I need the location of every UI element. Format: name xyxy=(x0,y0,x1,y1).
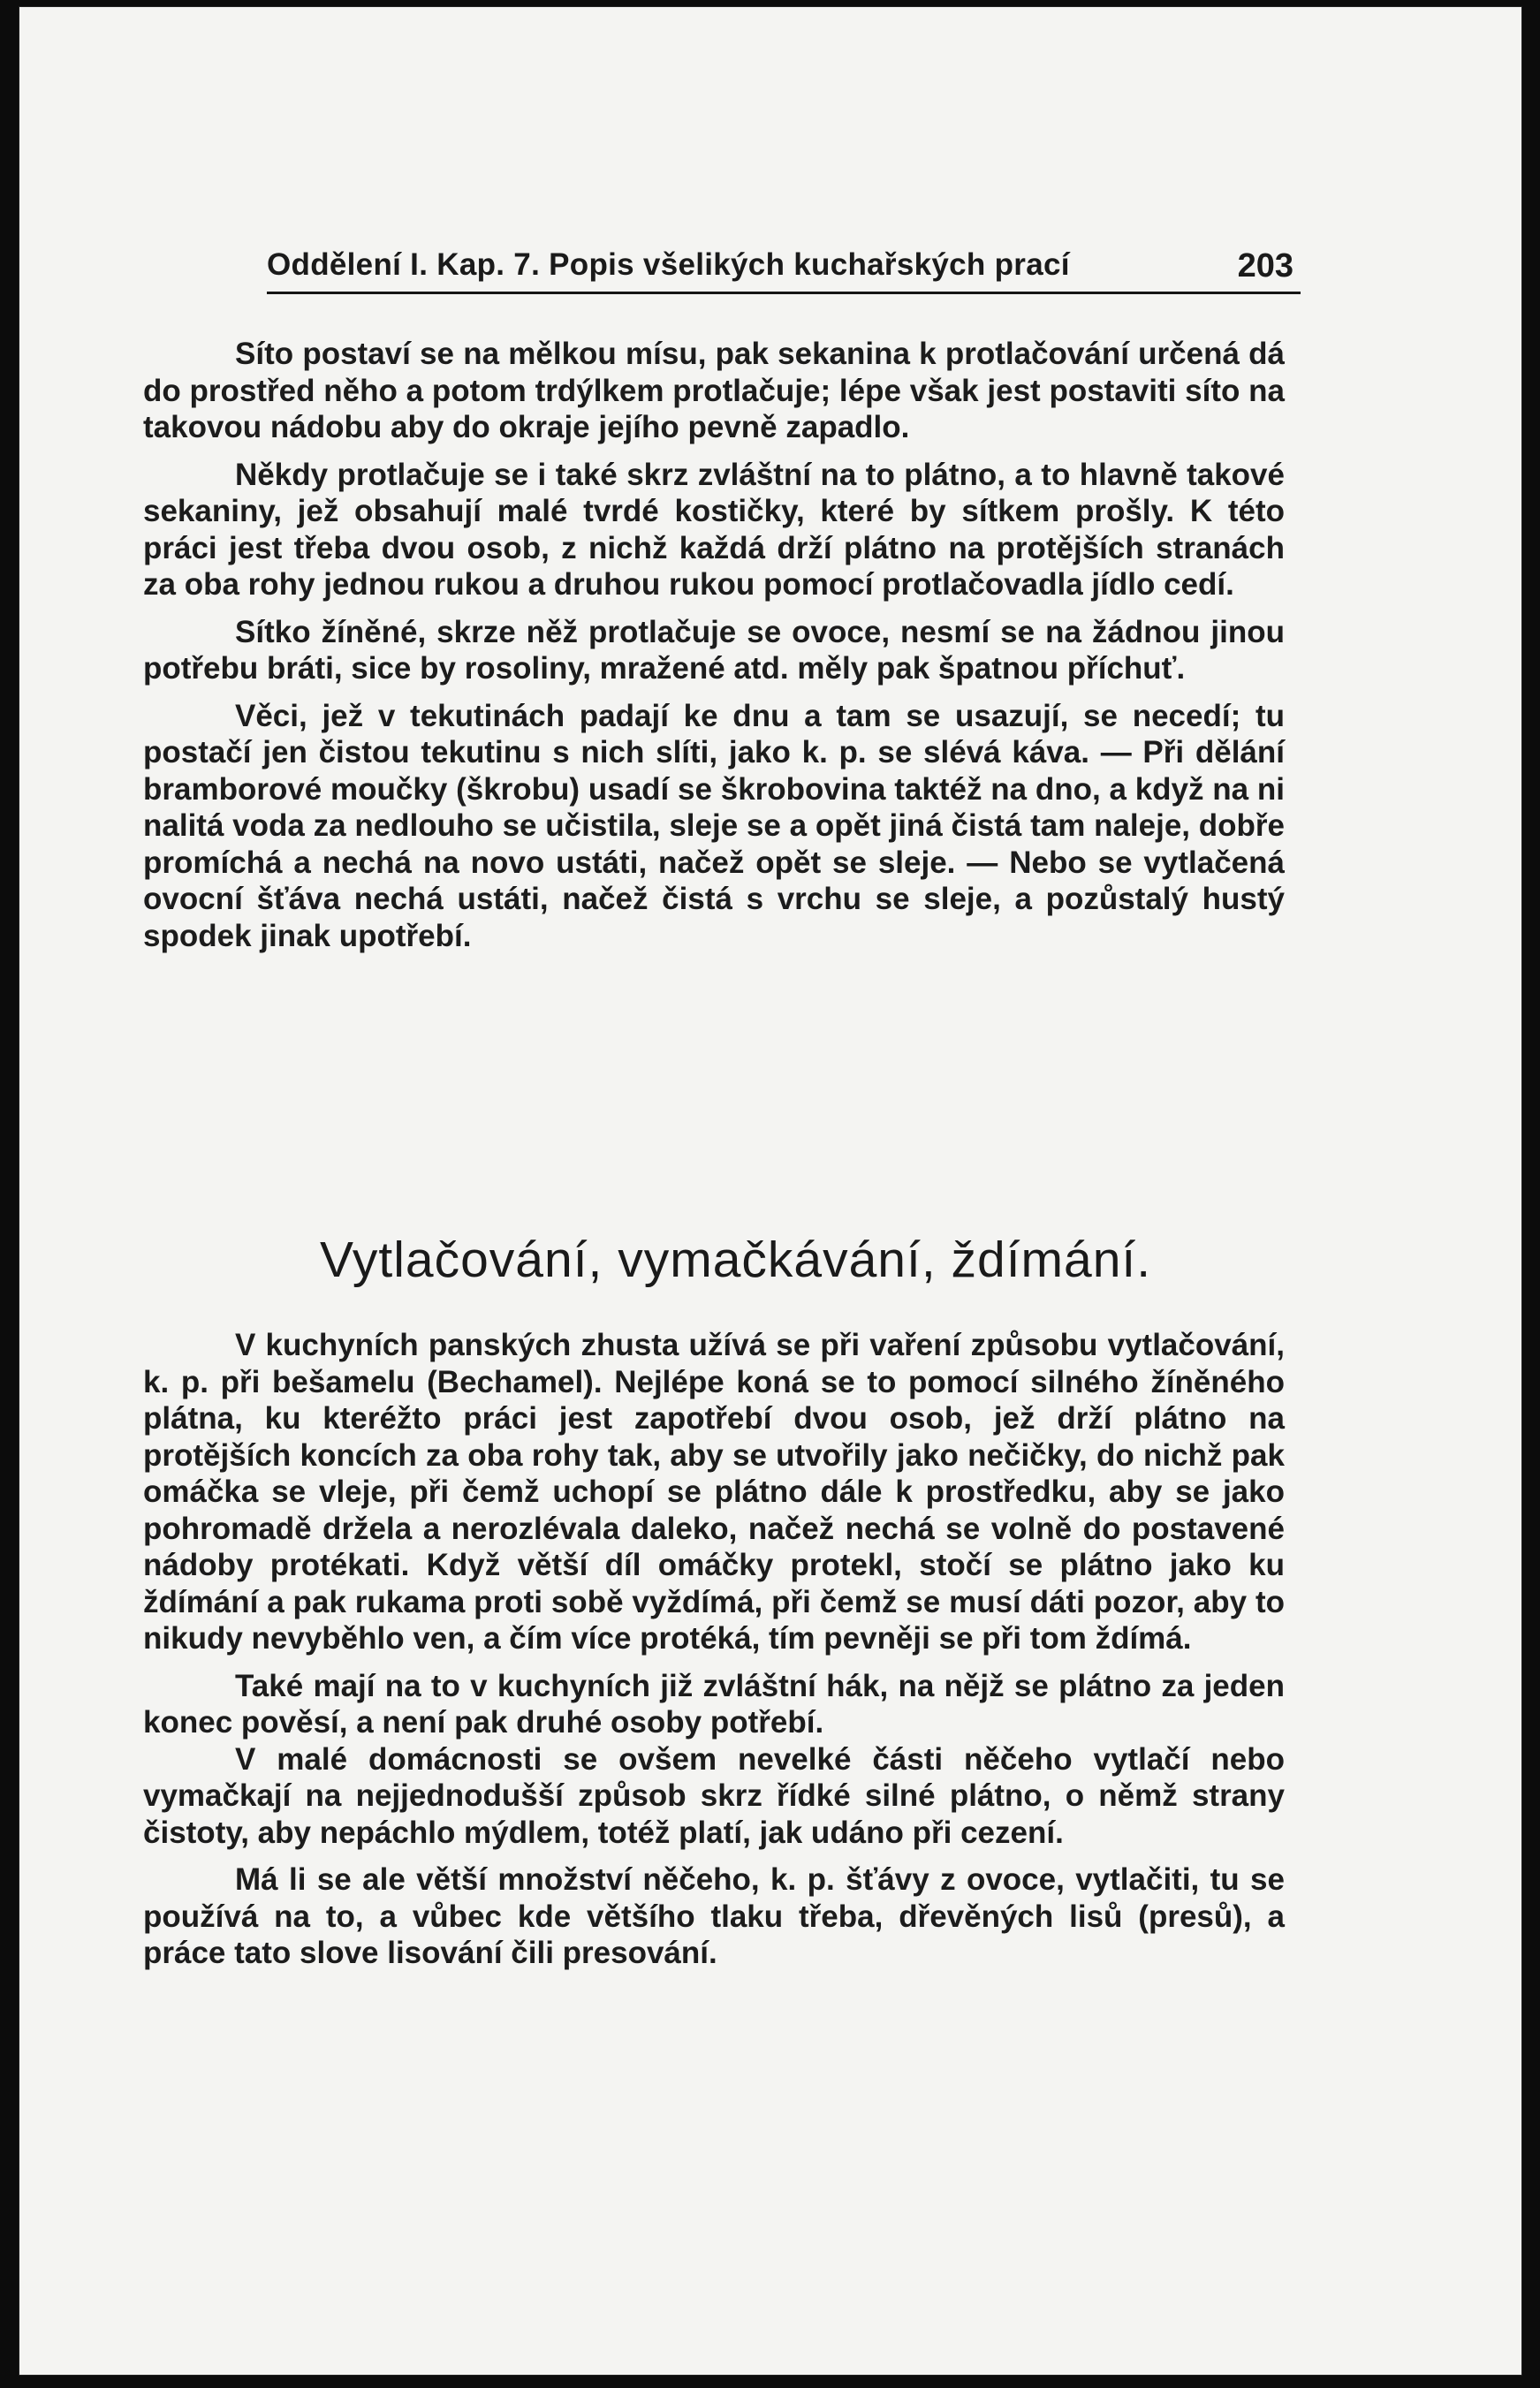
paragraph: V malé domácnosti se ovšem nevelké části něčeho vytlačí nebo vymačkají na nejjednodušší způsob skrz řídké silné plátno, o němž strany čistoty, aby nepáchlo mýdlem, totéž platí, jak udáno při cezení. xyxy=(143,1741,1285,1850)
paragraph: Věci, jež v tekutinách padají ke dnu a tam se usazují, se necedí; tu postačí jen čistou tekutinu s nich slíti, jako k. p. se slévá káva. — Při dělání bramborové moučky (škrobu) usadí se škrobovina taktéž na dno, a když na ni nalitá voda za nedlouho se učistila, sleje se a opět jiná čistá tam naleje, dobře promíchá a nechá na novo ustáti, načež opět se sleje. — Nebo se vytlačená ovocní šťáva nechá ustáti, načež čistá s vrchu se sleje, a pozůstalý hustý spodek jinak upotřebí. xyxy=(143,698,1285,953)
paragraph: Také mají na to v kuchyních již zvláštní hák, na nějž se plátno za jeden konec pověsí, a není pak druhé osoby potřebí. xyxy=(143,1668,1285,1740)
page-header xyxy=(267,247,1301,294)
paragraph: Má li se ale větší množství něčeho, k. p. šťávy z ovoce, vytlačiti, tu se používá na to, a vůbec kde většího tlaku třeba, dřevěných lisů (presů), a práce tato slove lisování čili presování. xyxy=(143,1862,1285,1970)
section-two-body xyxy=(143,1327,1285,1982)
paragraph: Síto postaví se na mělkou mísu, pak sekanina k protlačování určená dá do prostřed něho a potom trdýlkem protlačuje; lépe však jest postaviti síto na takovou nádobu aby do okraje jejího pevně zapadlo. xyxy=(143,337,1285,444)
paragraph: Někdy protlačuje se i také skrz zvláštní na to plátno, a to hlavně takové sekaniny, jež obsahují malé tvrdé kostičky, které by sítkem prošly. K této práci jest třeba dvou osob, z nichž každá drží plátno na protějších stranách za oba rohy jednou rukou a druhou rukou pomocí protlačovadla jídlo cedí. xyxy=(143,457,1285,602)
running-head: Oddělení I. Kap. 7. Popis všelikých kuchařských prací xyxy=(267,247,1070,282)
paragraph: V kuchyních panských zhusta užívá se při vaření způsobu vytlačování, k. p. při bešamelu (Bechamel). Nejlépe koná se to pomocí silného žíněného plátna, ku kteréžto práci jest zapotřebí dvou osob, jež drží plátno na protějších koncích za oba rohy tak, aby se utvořily jako nečičky, do nichž pak omáčka se vleje, při čemž uchopí se plátno dále k prostředku, aby se jako pohromadě držela a nerozlévala daleko, načež nechá se volně do postavené nádoby protékati. Když větší díl omáčky protekl, stočí se plátno jako ku ždímání a pak rukama proti sobě vyždímá, při čemž se musí dáti pozor, aby to nikudy nevyběhlo ven, a čím více protéká, tím pevněji se při tom ždímá. xyxy=(143,1328,1285,1656)
section-heading: Vytlačování, vymačkávání, ždímání. xyxy=(320,1232,1152,1288)
book-page xyxy=(19,7,1521,2375)
section-one-body xyxy=(143,336,1285,965)
page-number: 203 xyxy=(1237,247,1293,284)
paragraph: Sítko žíněné, skrze něž protlačuje se ovoce, nesmí se na žádnou jinou potřebu bráti, sice by rosoliny, mražené atd. měly pak špatnou příchuť. xyxy=(143,614,1285,686)
